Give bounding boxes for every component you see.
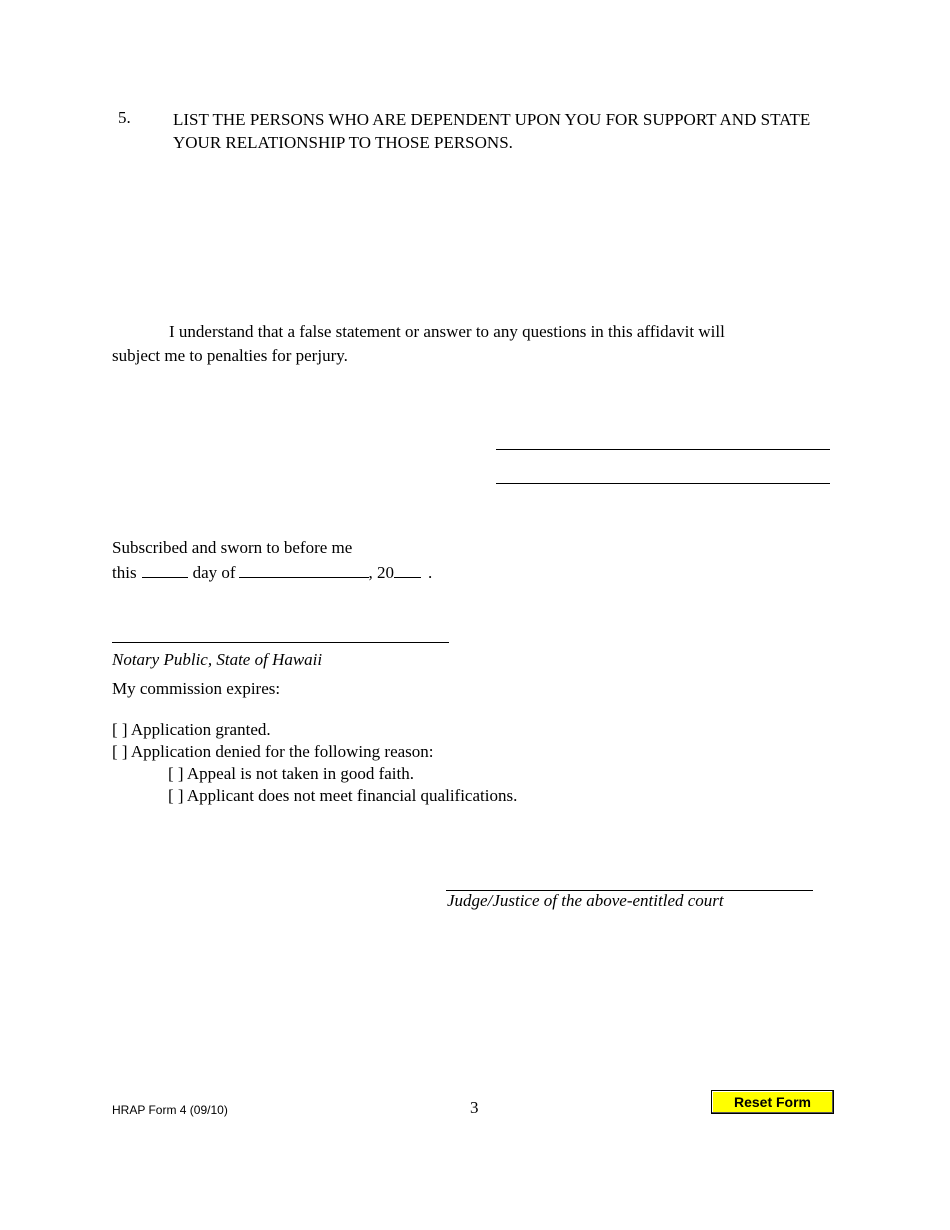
year-prefix-label: , 20 [368,563,395,582]
applicant-name-line[interactable] [496,483,830,484]
year-blank[interactable] [394,561,421,578]
applicant-signature-line[interactable] [496,449,830,450]
question-text: LIST THE PERSONS WHO ARE DEPENDENT UPON YOU FOR SUPPORT AND STATE YOUR RELATIONSHIP TO THOSE PERSONS. [173,110,811,152]
judge-label: Judge/Justice of the above-entitled court [447,891,724,910]
reset-form-button[interactable]: Reset Form [711,1090,834,1114]
jurat-date-row [112,561,432,583]
commission-expires-label: My commission expires: [112,679,281,698]
jurat-end-period: . [428,563,433,582]
this-label: this [112,563,137,582]
page-number: 3 [470,1098,479,1117]
perjury-statement-line2: subject me to penalties for perjury. [112,346,348,365]
month-blank[interactable] [239,561,369,578]
form-id: HRAP Form 4 (09/10) [112,1103,228,1117]
day-of-label: day of [192,563,236,582]
application-granted-option[interactable]: [ ] Application granted. [112,720,271,739]
notary-title: Notary Public, State of Hawaii [112,650,323,669]
day-blank[interactable] [142,561,188,578]
notary-signature-line[interactable] [112,642,449,643]
reason-financial-option[interactable]: [ ] Applicant does not meet financial qualifications. [168,786,518,805]
subscribed-sworn-text: Subscribed and sworn to before me [112,538,353,557]
application-denied-option[interactable]: [ ] Application denied for the following reason: [112,742,434,761]
reason-bad-faith-option[interactable]: [ ] Appeal is not taken in good faith. [168,764,414,783]
question-number: 5. [118,108,131,127]
perjury-statement-line1: I understand that a false statement or answer to any questions in this affidavit will [169,322,725,341]
